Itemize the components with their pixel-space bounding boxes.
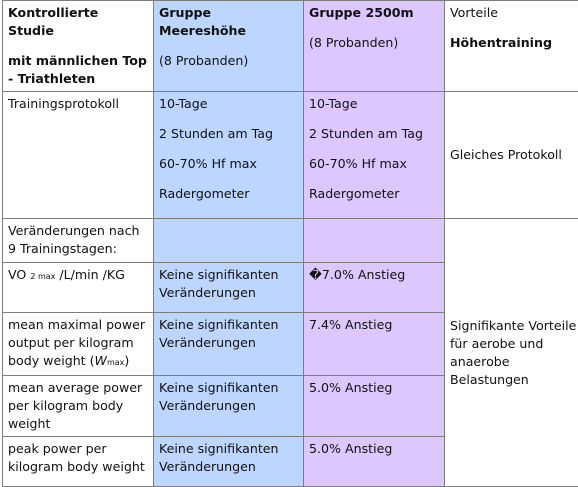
header-group-altitude-count: (8 Probanden) [309, 34, 439, 52]
header-advantages-label: Vorteile [450, 4, 578, 22]
protocol-altitude-days: 10-Tage [309, 95, 439, 125]
protocol-label: Trainingsprotokoll [8, 96, 119, 111]
protocol-label-cell [3, 92, 154, 219]
row-vo2max-label-cell [3, 263, 154, 313]
row-maxpower-label: mean maximal power output per kilogram body weight ( [8, 317, 145, 368]
changes-header-row [3, 219, 578, 263]
protocol-row [3, 92, 578, 219]
row-maxpower-altitude-cell [304, 313, 445, 376]
header-group-sealevel-cell [154, 1, 304, 92]
row-maxpower-w: W [95, 353, 107, 368]
row-vo2max-label: VO [8, 267, 26, 282]
row-avgpower-label-cell [3, 376, 154, 437]
row-avgpower-label: mean average power per kilogram body weight [8, 380, 142, 431]
row-avgpower-altitude-cell [304, 376, 445, 437]
protocol-sealevel-days: 10-Tage [159, 95, 298, 125]
row-peakpower-altitude-cell [304, 437, 445, 487]
header-group-sealevel-count: (8 Probanden) [159, 52, 298, 70]
row-peakpower-label-cell [3, 437, 154, 487]
protocol-altitude-intensity: 60-70% Hf max [309, 155, 439, 185]
row-maxpower-subscript: max [107, 358, 124, 367]
protocol-sealevel-hours: 2 Stunden am Tag [159, 125, 298, 155]
advantage-merged-text: Signifikante Vorteile für aerobe und anaerobe Belastungen [450, 318, 576, 387]
header-group-altitude-cell [304, 1, 445, 92]
row-maxpower-altitude-value: 7.4% Anstieg [309, 317, 392, 332]
header-advantages-cell [445, 1, 578, 92]
row-maxpower-close: ) [124, 353, 129, 368]
advantage-merged-cell [445, 219, 578, 487]
protocol-sealevel-device: Radergometer [159, 185, 298, 215]
row-avgpower-altitude-value: 5.0% Anstieg [309, 380, 392, 395]
changes-label: Veränderungen nach 9 Trainingstagen: [8, 223, 139, 256]
header-altitude-training-label: Höhentraining [450, 34, 578, 52]
row-vo2max-subscript: 2 max [30, 272, 55, 281]
row-maxpower-sealevel-value: Keine signifikanten Veränderungen [159, 317, 279, 350]
header-row [3, 1, 578, 92]
protocol-altitude-hours: 2 Stunden am Tag [309, 125, 439, 155]
row-peakpower-label: peak power per kilogram body weight [8, 441, 145, 474]
row-peakpower-sealevel-value: Keine signifikanten Veränderungen [159, 441, 279, 474]
header-study-title: Kontrollierte Studie [8, 4, 148, 40]
header-group-sealevel-title: Gruppe Meereshöhe [159, 4, 298, 40]
header-group-altitude-title: Gruppe 2500m [309, 4, 439, 22]
row-avgpower-sealevel-cell [154, 376, 304, 437]
changes-altitude-empty-cell [304, 219, 445, 263]
protocol-advantage-cell [445, 92, 578, 219]
row-vo2max-units: /L/min /KG [59, 267, 125, 282]
changes-label-cell [3, 219, 154, 263]
row-peakpower-altitude-value: 5.0% Anstieg [309, 441, 392, 456]
header-study-subtitle: mit männlichen Top - Triathleten [8, 52, 148, 88]
row-peakpower-sealevel-cell [154, 437, 304, 487]
row-vo2max-sealevel-value: Keine signifikanten Veränderungen [159, 267, 279, 300]
row-maxpower-label-cell [3, 313, 154, 376]
header-study-cell [3, 1, 154, 92]
row-maxpower-sealevel-cell [154, 313, 304, 376]
study-comparison-table [2, 0, 578, 487]
row-vo2max-sealevel-cell [154, 263, 304, 313]
protocol-advantage-text: Gleiches Protokoll [450, 147, 562, 162]
protocol-altitude-cell [304, 92, 445, 219]
protocol-sealevel-cell [154, 92, 304, 219]
row-avgpower-sealevel-value: Keine signifikanten Veränderungen [159, 380, 279, 413]
protocol-sealevel-intensity: 60-70% Hf max [159, 155, 298, 185]
row-vo2max-altitude-cell [304, 263, 445, 313]
study-table-container [2, 0, 572, 452]
changes-sealevel-empty-cell [154, 219, 304, 263]
row-vo2max-altitude-value: �7.0% Anstieg [309, 267, 405, 282]
protocol-altitude-device: Radergometer [309, 185, 439, 215]
